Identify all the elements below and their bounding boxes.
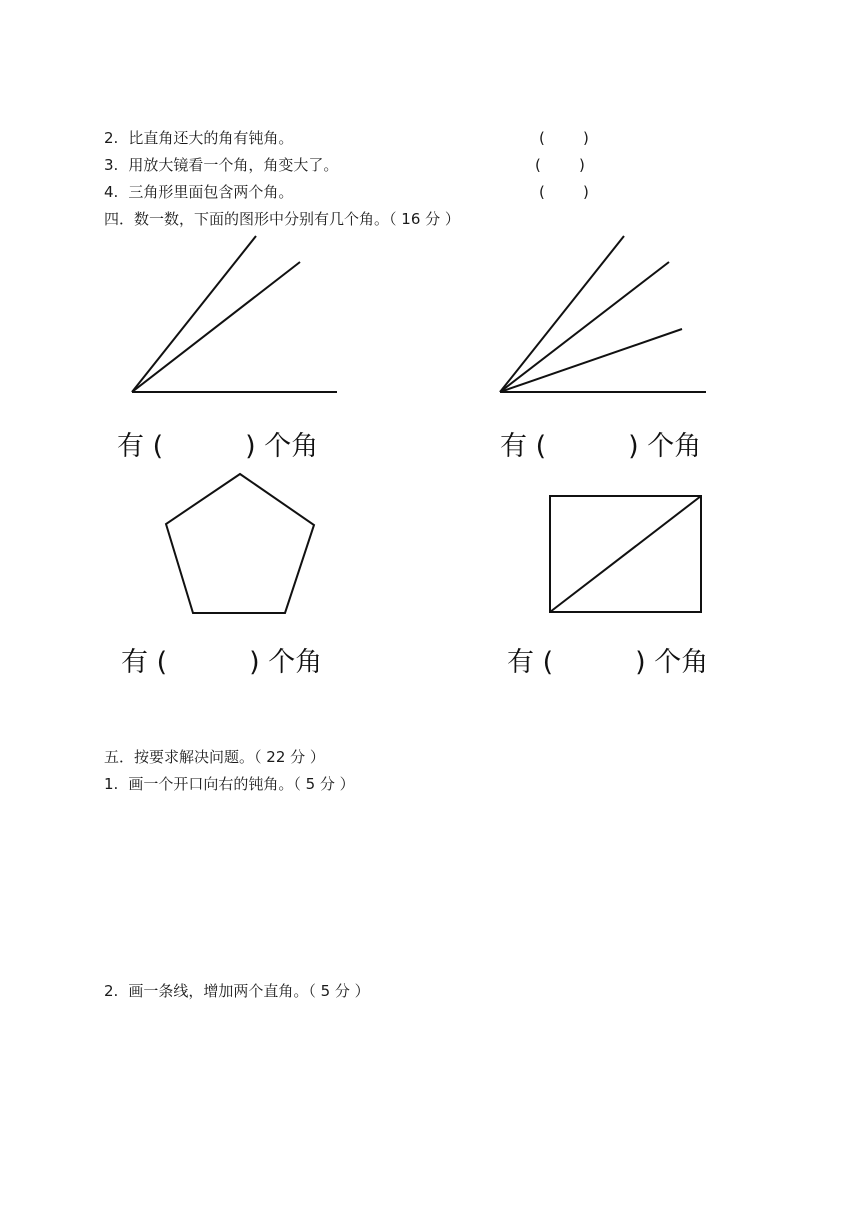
judge-answer-blank: ( ) bbox=[539, 129, 589, 147]
judge-item-text: 用放大镜看一个角，角变大了。 bbox=[128, 156, 339, 174]
section-4-title: 四．数一数，下面的图形中分别有几个角。（ 16 分 ） bbox=[104, 210, 460, 228]
figure-ray bbox=[132, 262, 300, 392]
pentagon-shape bbox=[166, 474, 314, 613]
section-5-question-2 bbox=[104, 981, 370, 1001]
caption-suffix: ) 个角 bbox=[245, 431, 319, 462]
figure-ray bbox=[500, 262, 669, 392]
caption-prefix: 有 ( bbox=[117, 431, 164, 462]
figure-ray bbox=[132, 236, 256, 392]
judge-item-number: 4. bbox=[104, 183, 119, 201]
figure-ray bbox=[500, 236, 624, 392]
count-caption-2 bbox=[500, 430, 701, 464]
caption-prefix: 有 ( bbox=[121, 647, 168, 678]
caption-suffix: ) 个角 bbox=[249, 647, 323, 678]
judge-answer-blank: ( ) bbox=[535, 156, 585, 174]
caption-suffix: ) 个角 bbox=[628, 431, 702, 462]
judge-item-text: 比直角还大的角有钝角。 bbox=[128, 129, 294, 147]
judge-item-number: 2. bbox=[104, 129, 119, 147]
judge-item-4 bbox=[104, 182, 293, 202]
question-text: 画一个开口向右的钝角。（ 5 分 ） bbox=[128, 775, 355, 793]
count-caption-3 bbox=[121, 646, 322, 680]
judge-item-text: 三角形里面包含两个角。 bbox=[128, 183, 294, 201]
question-number: 2. bbox=[104, 982, 119, 1000]
caption-prefix: 有 ( bbox=[500, 431, 547, 462]
judge-item-number: 3. bbox=[104, 156, 119, 174]
rectangle-diagonal bbox=[550, 496, 701, 612]
judge-item-2 bbox=[104, 128, 293, 148]
question-text: 画一条线，增加两个直角。（ 5 分 ） bbox=[128, 982, 370, 1000]
caption-suffix: ) 个角 bbox=[635, 647, 709, 678]
count-caption-4 bbox=[507, 646, 708, 680]
section-5-question-1 bbox=[104, 774, 355, 794]
figure-ray bbox=[500, 329, 682, 392]
angle-figure-three-rays bbox=[120, 228, 350, 403]
rectangle-diagonal-figure bbox=[545, 490, 707, 618]
angle-figure-four-rays bbox=[488, 228, 718, 403]
section-5-title: 五．按要求解决问题。（ 22 分 ） bbox=[104, 748, 325, 766]
pentagon-figure bbox=[160, 468, 320, 618]
caption-prefix: 有 ( bbox=[507, 647, 554, 678]
question-number: 1. bbox=[104, 775, 119, 793]
judge-item-3 bbox=[104, 155, 338, 175]
count-caption-1 bbox=[117, 430, 318, 464]
judge-answer-blank: ( ) bbox=[539, 183, 589, 201]
